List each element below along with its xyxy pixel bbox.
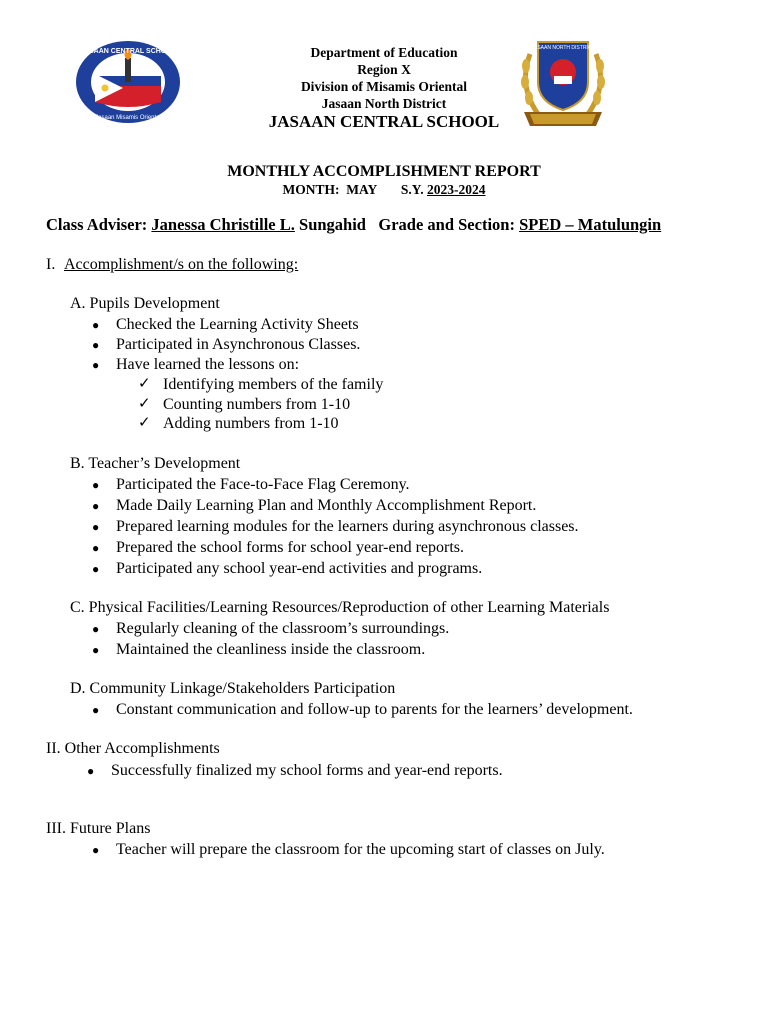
report-period	[0, 181, 768, 198]
bullet-icon: ●	[92, 520, 100, 534]
subsection-b-heading: B. Teacher’s Development	[70, 455, 241, 472]
section-1-heading: Accomplishment/s on the following:	[64, 256, 299, 273]
bullet-icon: ●	[87, 764, 95, 778]
sy-label: S.Y.	[400, 182, 424, 197]
bullet-icon: ●	[92, 318, 100, 332]
list-item: Checked the Learning Activity Sheets	[116, 316, 359, 333]
division-name: Division of Misamis Oriental	[300, 79, 468, 94]
subsection-d-heading: D. Community Linkage/Stakeholders Participation	[70, 680, 396, 697]
school-name: JASAAN CENTRAL SCHOOL	[268, 112, 500, 131]
subsection-c-heading: C. Physical Facilities/Learning Resources/Reproduction of other Learning Materials	[70, 599, 610, 616]
list-item: Participated the Face-to-Face Flag Ceremony.	[116, 476, 410, 493]
bullet-icon: ●	[92, 478, 100, 492]
bullet-icon: ●	[92, 622, 100, 636]
bullet-icon: ●	[92, 843, 100, 857]
department-name: Department of Education	[310, 45, 458, 60]
bullet-icon: ●	[92, 643, 100, 657]
bullet-icon: ●	[92, 499, 100, 513]
adviser-name: Janessa Christille L.	[151, 215, 295, 234]
list-item: Prepared learning modules for the learners during asynchronous classes.	[116, 518, 579, 535]
list-item: Constant communication and follow-up to parents for the learners’ development.	[116, 701, 633, 718]
list-item: Participated any school year-end activities and programs.	[116, 560, 483, 577]
list-item: Participated in Asynchronous Classes.	[116, 336, 361, 353]
section-1-numeral: I.	[46, 256, 56, 273]
list-item: Regularly cleaning of the classroom’s surroundings.	[116, 620, 450, 637]
svg-text:JASAAN NORTH DISTRICT: JASAAN NORTH DISTRICT	[531, 45, 595, 51]
school-seal-logo	[75, 40, 181, 124]
svg-text:Jasaan Misamis Oriental: Jasaan Misamis Oriental	[95, 115, 161, 121]
list-item: Maintained the cleanliness inside the classroom.	[116, 641, 426, 658]
list-item: Made Daily Learning Plan and Monthly Accomplishment Report.	[116, 497, 537, 514]
adviser-surname: Sungahid	[299, 215, 366, 234]
bullet-icon: ●	[92, 338, 100, 352]
list-item: Prepared the school forms for school year-end reports.	[116, 539, 465, 556]
list-item: Teacher will prepare the classroom for the upcoming start of classes on July.	[116, 841, 605, 858]
month-value: MAY	[346, 182, 378, 197]
list-item: Successfully finalized my school forms and year-end reports.	[111, 762, 503, 779]
grade-label: Grade and Section:	[378, 215, 515, 234]
svg-text:JASAAN CENTRAL SCHOOL: JASAAN CENTRAL SCHOOL	[80, 48, 176, 55]
lesson-item: Identifying members of the family	[163, 376, 384, 393]
bullet-icon: ●	[92, 541, 100, 555]
sy-value: 2023-2024	[427, 182, 486, 197]
lesson-item: Adding numbers from 1-10	[163, 415, 339, 432]
class-info	[46, 215, 661, 235]
report-title: MONTHLY ACCOMPLISHMENT REPORT	[227, 163, 541, 180]
district-name: Jasaan North District	[321, 96, 447, 111]
check-icon: ✓	[138, 396, 151, 412]
lesson-item: Counting numbers from 1-10	[163, 396, 351, 413]
check-icon: ✓	[138, 376, 151, 392]
bullet-icon: ●	[92, 703, 100, 717]
month-label: MONTH:	[282, 182, 340, 197]
subsection-a-heading: A. Pupils Development	[70, 295, 220, 312]
grade-value: SPED – Matulungin	[519, 215, 662, 234]
section-2-heading: II. Other Accomplishments	[46, 740, 220, 757]
check-icon: ✓	[138, 415, 151, 431]
bullet-icon: ●	[92, 358, 100, 372]
section-3-heading: III. Future Plans	[46, 820, 151, 837]
region-name: Region X	[357, 62, 411, 77]
bullet-icon: ●	[92, 562, 100, 576]
adviser-label: Class Adviser:	[46, 215, 148, 234]
list-item: Have learned the lessons on:	[116, 356, 300, 373]
